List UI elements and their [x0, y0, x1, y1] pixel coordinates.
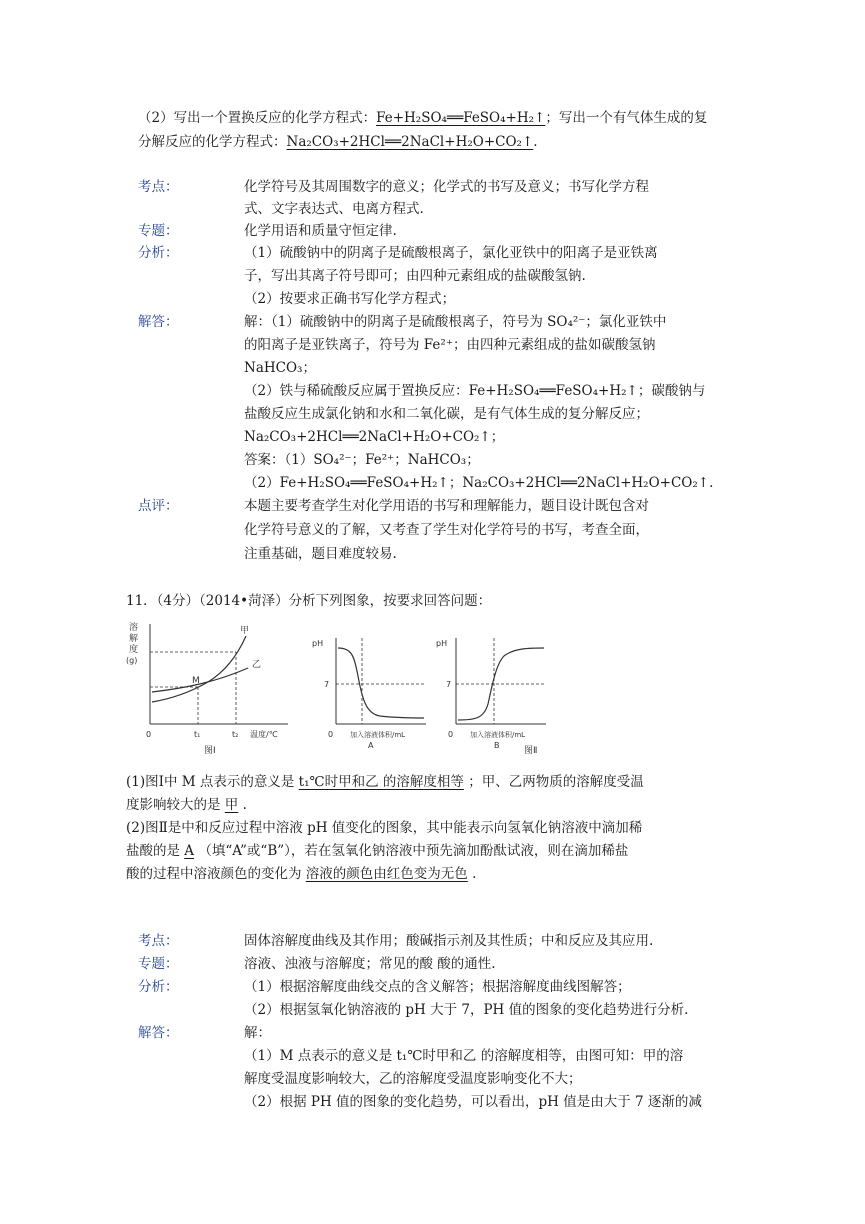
figA-ylabel: pH: [312, 639, 324, 648]
fig1-xlabel: 温度/℃: [250, 730, 278, 739]
dianping-label: 点评：: [138, 498, 179, 514]
jieda-text-b2-2: 解度受温度影响较大，乙的溶解度受温度影响变化不大；: [244, 1071, 582, 1087]
q2-line-2: [138, 132, 538, 152]
fenxi-text-3: （2）按要求正确书写化学方程式；: [244, 291, 456, 307]
figure-b: [456, 638, 546, 724]
fenxi-text-b2-1: （1）根据溶解度曲线交点的含义解答；根据溶解度曲线图解答；: [244, 979, 631, 995]
kaodian-text-2: 式、文字表达式、电离方程式.: [244, 201, 424, 217]
jieda-text-b2-0: 解：: [244, 1025, 271, 1041]
q11-p2-e: .: [472, 866, 477, 882]
q2-text-c: 分解反应的化学方程式：: [138, 134, 287, 150]
q2-line-1: [138, 108, 707, 128]
kaodian-text-1: 化学符号及其周围数字的意义；化学式的书写及意义；书写化学方程: [244, 179, 649, 195]
figB-seven: 7: [446, 680, 452, 689]
fig1-label-yi: 乙: [252, 660, 262, 670]
fig1-t2: t₂: [232, 730, 239, 739]
q11-p2-line-1: (2)图Ⅱ是中和反应过程中溶液 pH 值变化的图象，其中能表示向氢氧化钠溶液中滴加稀: [126, 820, 643, 836]
q11-p1-c: 度影响较大的是: [126, 797, 221, 813]
q11-p1-a: (1)图Ⅰ中 M 点表示的意义是: [126, 774, 295, 790]
q11-p2-line-3: [126, 864, 476, 884]
jieda-label-2: 解答：: [138, 1025, 179, 1041]
dianping-text-2: 化学符号意义的了解，又考查了学生对化学符号的书写，考查全面，: [244, 522, 649, 538]
curve-jia: [152, 636, 246, 702]
q2-answer-2: Na₂CO₃+2HCl══2NaCl+H₂O+CO₂↑: [286, 134, 534, 150]
kaodian-label: 考点：: [138, 179, 179, 195]
q2-text-a: （2）写出一个置换反应的化学方程式：: [138, 110, 377, 126]
jieda-text-7: 答案：（1）SO₄²⁻；Fe²⁺；NaHCO₃；: [244, 452, 480, 468]
fig1-caption: 图Ⅰ: [204, 746, 216, 756]
zhuanti-text: 化学用语和质量守恒定律.: [244, 223, 397, 239]
q11-p2-c: （填“A”或“B”），若在氢氧化钠溶液中预先滴加酚酞试液，则在滴加稀盐: [198, 843, 629, 859]
q11-p1-answer-2: 甲: [224, 797, 239, 813]
fig2-caption: 图Ⅱ: [524, 746, 538, 756]
q11-p2-line-2: [126, 841, 628, 861]
jieda-text-5: 盐酸反应生成氯化钠和水和二氧化碳，是有气体生成的复分解反应；: [244, 406, 649, 422]
fenxi-text-2: 子，写出其离子符号即可；由四种元素组成的盐碳酸氢钠.: [244, 268, 586, 284]
q11-title: 11．（4分）（2014•菏泽）分析下列图象，按要求回答问题：: [126, 593, 492, 609]
figB-caption: B: [494, 741, 500, 750]
q11-p2-d: 酸的过程中溶液颜色的变化为: [126, 866, 302, 882]
jieda-text-2: 的阳离子是亚铁离子，符号为 Fe²⁺；由四种元素组成的盐如碳酸氢钠: [244, 337, 656, 353]
jieda-text-b2-1: （1）M 点表示的意义是 t₁℃时甲和乙 的溶解度相等，由图可知：甲的溶: [244, 1048, 684, 1064]
figA-caption: A: [368, 741, 374, 750]
q11-p1-line-2: [126, 795, 247, 815]
curve-a: [338, 648, 424, 718]
figB-ylabel: pH: [436, 639, 448, 648]
figA-seven: 7: [324, 680, 330, 689]
q11-p1-line-1: [126, 772, 644, 792]
zhuanti-label-2: 专题：: [138, 956, 179, 972]
q11-p1-b: ；甲、乙两物质的溶解度受温: [468, 774, 644, 790]
q2-answer-1: Fe+H₂SO₄══FeSO₄+H₂↑: [376, 110, 546, 126]
figA-xlabel: 加入溶液体积/mL: [350, 731, 406, 739]
dianping-text-1: 本题主要考查学生对化学用语的书写和理解能力，题目设计既包含对: [244, 498, 649, 514]
zhuanti-label: 专题：: [138, 223, 179, 239]
q2-text-b: ；写出一个有气体生成的复: [545, 110, 708, 126]
jieda-label: 解答：: [138, 314, 179, 330]
figA-origin: 0: [328, 730, 334, 739]
fig1-ylabel-3: 度: [129, 645, 139, 655]
jieda-text-3: NaHCO₃；: [244, 360, 316, 376]
fig1-ylabel-2: 解: [129, 634, 139, 644]
fig1-label-jia: 甲: [240, 626, 250, 636]
q11-figures: [126, 616, 566, 772]
figB-xlabel: 加入溶液体积/mL: [470, 731, 526, 739]
zhuanti-text-b2: 溶液、浊液与溶解度；常见的酸 酸的通性.: [244, 956, 496, 972]
fenxi-label-2: 分析：: [138, 979, 179, 995]
dianping-text-3: 注重基础，题目难度较易.: [244, 546, 397, 562]
fig1-point-m: M: [192, 676, 200, 686]
q11-p2-answer: A: [184, 843, 195, 859]
jieda-text-b2-3: （2）根据 PH 值的图象的变化趋势，可以看出，pH 值是由大于 7 逐渐的减: [244, 1094, 702, 1110]
fig1-ylabel-4: (g): [126, 656, 138, 665]
fig1-ylabel-1: 溶: [129, 623, 139, 633]
figure-1: [150, 624, 288, 724]
jieda-text-8: （2）Fe+H₂SO₄══FeSO₄+H₂↑；Na₂CO₃+2HCl══2NaCl+H₂O+CO₂↑.: [244, 475, 714, 491]
fenxi-text-1: （1）硫酸钠中的阴离子是硫酸根离子，氯化亚铁中的阳离子是亚铁离: [244, 245, 658, 261]
figB-origin: 0: [448, 730, 454, 739]
q11-p2-b: 盐酸的是: [126, 843, 180, 859]
fenxi-text-b2-2: （2）根据氢氧化钠溶液的 pH 大于 7，PH 值的图象的变化趋势进行分析.: [244, 1002, 689, 1018]
jieda-text-6: Na₂CO₃+2HCl══2NaCl+H₂O+CO₂↑；: [244, 429, 505, 445]
figure-a: [336, 638, 426, 724]
jieda-text-1: 解：（1）硫酸钠中的阴离子是硫酸根离子，符号为 SO₄²⁻；氯化亚铁中: [244, 314, 667, 330]
fig1-origin: 0: [146, 730, 152, 739]
kaodian-label-2: 考点：: [138, 933, 179, 949]
kaodian-text-b2: 固体溶解度曲线及其作用；酸碱指示剂及其性质；中和反应及其应用.: [244, 933, 654, 949]
fenxi-label: 分析：: [138, 245, 179, 261]
q11-p1-d: .: [242, 797, 247, 813]
jieda-text-4: （2）铁与稀硫酸反应属于置换反应：Fe+H₂SO₄══FeSO₄+H₂↑；碳酸钠与: [244, 383, 706, 399]
q11-p2-answer-2: 溶液的颜色由红色变为无色: [305, 866, 468, 882]
q2-text-d: .: [533, 134, 538, 150]
q11-p1-answer: t₁℃时甲和乙 的溶解度相等: [298, 774, 464, 790]
curve-yi: [152, 668, 248, 692]
fig1-t1: t₁: [194, 730, 201, 739]
